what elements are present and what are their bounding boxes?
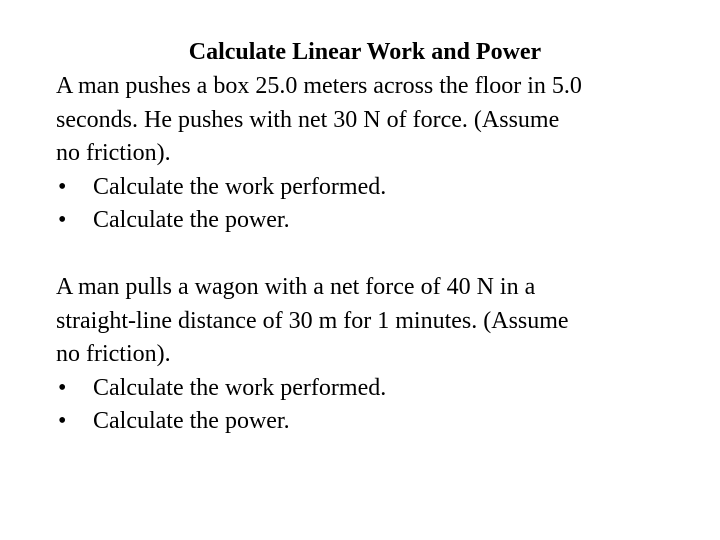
bullet-text: Calculate the power. xyxy=(93,408,290,434)
bullet-icon: • xyxy=(58,374,67,401)
bullet-text: Calculate the power. xyxy=(93,207,290,233)
problem-1-line-1: A man pushes a box 25.0 meters across the floor in 5.0 xyxy=(56,73,582,99)
problem-2-bullet-work xyxy=(56,372,696,406)
problem-1-line-3: no friction). xyxy=(56,140,171,166)
bullet-icon: • xyxy=(58,173,67,200)
problem-1-bullet-power xyxy=(56,204,696,238)
problem-2-bullet-power xyxy=(56,405,696,439)
problem-2-line-1: A man pulls a wagon with a net force of 40 N in a xyxy=(56,274,536,300)
slide-title: Calculate Linear Work and Power xyxy=(188,39,542,65)
bullet-icon: • xyxy=(58,408,67,434)
bullet-text: Calculate the work performed. xyxy=(93,173,387,200)
problem-2-line-2: straight-line distance of 30 m for 1 minutes. (Assume xyxy=(56,307,569,334)
problem-1-bullet-work xyxy=(56,171,696,205)
bullet-text: Calculate the work performed. xyxy=(93,374,387,401)
problem-1-line-2: seconds. He pushes with net 30 N of force. (Assume xyxy=(56,106,560,133)
problem-1 xyxy=(56,70,696,238)
problem-2 xyxy=(56,271,696,439)
problem-2-line-3: no friction). xyxy=(56,341,171,367)
bullet-icon: • xyxy=(58,207,67,233)
